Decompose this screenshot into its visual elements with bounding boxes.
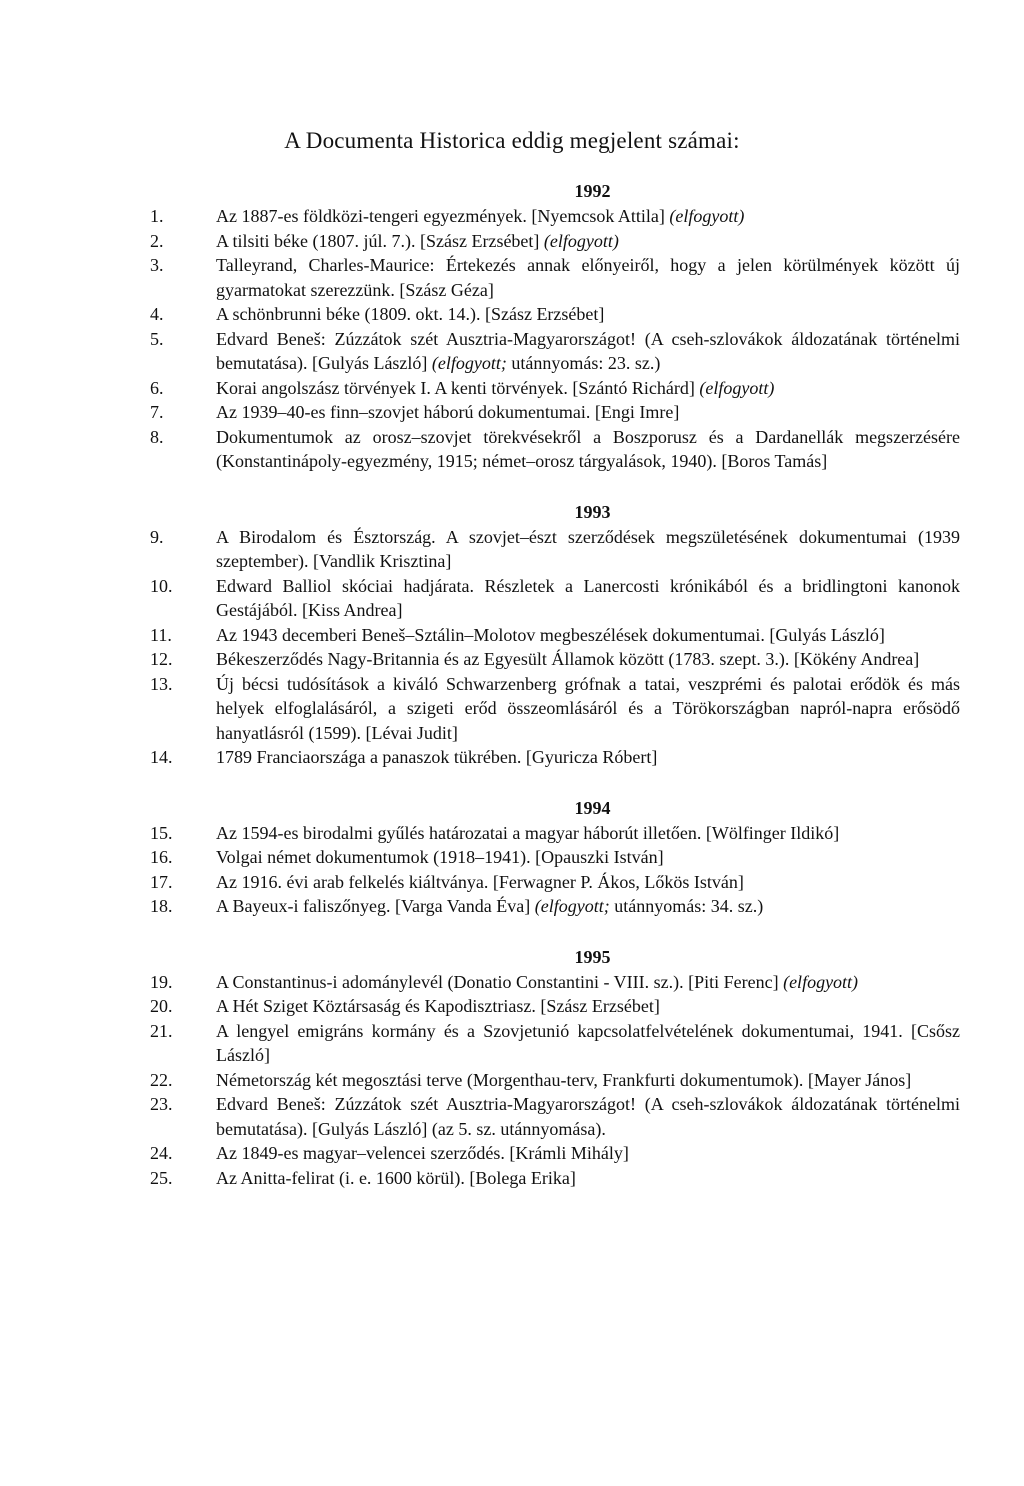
- item-title: Az 1943 decemberi Beneš–Sztálin–Molotov megbeszélések dokumentumai. [Gulyás László]: [216, 624, 885, 645]
- item-number: 23.: [150, 1094, 173, 1114]
- list-item: [150, 994, 960, 1019]
- availability-note: (elfogyott;: [431, 353, 507, 373]
- item-title: A schönbrunni béke (1809. okt. 14.). [Szász Erzsébet]: [216, 304, 605, 324]
- availability-note: (elfogyott): [783, 971, 859, 992]
- item-number: 20.: [150, 996, 173, 1016]
- item-number: 24.: [150, 1143, 173, 1163]
- list-item: [150, 970, 960, 995]
- item-title: A tilsiti béke (1807. júl. 7.). [Szász Erzsébet]: [216, 230, 540, 251]
- item-number: 12.: [150, 649, 173, 669]
- availability-note: (elfogyott): [543, 230, 619, 251]
- item-title: Korai angolszász törvények I. A kenti törvények. [Szántó Richárd]: [216, 377, 695, 398]
- item-number: 25.: [150, 1167, 173, 1188]
- item-number: 4.: [150, 304, 164, 324]
- list-item: [150, 1068, 960, 1093]
- item-number: 8.: [150, 426, 164, 447]
- item-number: 6.: [150, 377, 164, 398]
- item-text: [216, 870, 960, 895]
- list-item: [150, 1092, 960, 1141]
- item-title: Az 1939–40-es finn–szovjet háború dokumentumai. [Engi Imre]: [216, 402, 680, 422]
- list-item: [150, 672, 960, 746]
- list-item: [150, 376, 960, 401]
- item-title: Az 1916. évi arab felkelés kiáltványa. [Ferwagner P. Ákos, Lőkös István]: [216, 871, 744, 892]
- year-heading: 1994: [574, 797, 611, 818]
- list-item: [150, 1019, 960, 1068]
- item-number: 3.: [150, 255, 164, 275]
- item-text: [216, 376, 960, 401]
- item-number: 9.: [150, 526, 164, 547]
- item-number: 5.: [150, 328, 164, 349]
- list-item: [150, 204, 960, 229]
- availability-note: (elfogyott): [699, 377, 775, 398]
- item-number: 16.: [150, 847, 173, 867]
- list-item: [150, 574, 960, 623]
- item-title: Volgai német dokumentumok (1918–1941). [Opauszki István]: [216, 847, 664, 867]
- item-title: Új bécsi tudósítások a kiváló Schwarzenberg grófnak a tatai, veszprémi és palotai erődök és más helyek elfoglalásáról, a szigeti erőd összeomlásáról és a Törökországban napról-napra erősödő hanyatlásról (1599). [Lévai Judit]: [216, 673, 960, 743]
- item-title: Edward Balliol skóciai hadjárata. Részletek a Lanercosti krónikából és a bridlingtoni kanonok Gestájából. [Kiss Andrea]: [216, 575, 960, 620]
- item-title: Edvard Beneš: Zúzzátok szét Ausztria-Magyarországot! (A cseh-szlovákok áldozatának történelmi bemutatása). [Gulyás László] (az 5. sz. utánnyomása).: [216, 1094, 960, 1139]
- item-text: [216, 1141, 960, 1166]
- item-text: [216, 425, 960, 474]
- availability-note: (elfogyott): [669, 206, 745, 226]
- item-text: [216, 672, 960, 746]
- item-number: 22.: [150, 1069, 173, 1090]
- item-title: Az 1594-es birodalmi gyűlés határozatai a magyar háborút illetően. [Wölfinger Ildikó]: [216, 822, 840, 843]
- reprint-note: utánnyomás: 23. sz.): [511, 353, 661, 373]
- item-number: 14.: [150, 747, 173, 767]
- list-item: [150, 894, 960, 919]
- list-item: [150, 745, 960, 770]
- item-text: [216, 623, 960, 648]
- item-text: [216, 647, 960, 672]
- item-title: A Birodalom és Észtország. A szovjet–észt szerződések megszületésének dokumentumai (1939 szeptember). [Vandlik Krisztina]: [216, 526, 960, 571]
- item-title: A Constantinus-i adománylevél (Donatio Constantini - VIII. sz.). [Piti Ferenc]: [216, 971, 779, 992]
- year-heading: 1995: [574, 946, 611, 967]
- item-text: [216, 994, 960, 1019]
- list-item: [150, 302, 960, 327]
- item-text: [216, 821, 960, 846]
- item-text: [216, 574, 960, 623]
- item-number: 13.: [150, 673, 173, 694]
- item-text: [216, 845, 960, 870]
- item-title: Békeszerződés Nagy-Britannia és az Egyesült Államok között (1783. szept. 3.). [Kökény Andrea]: [216, 649, 920, 669]
- item-text: [216, 302, 960, 327]
- list-item: [150, 425, 960, 474]
- list-item: [150, 647, 960, 672]
- list-item: [150, 525, 960, 574]
- item-text: [216, 229, 960, 254]
- item-text: [216, 894, 960, 919]
- list-item: [150, 870, 960, 895]
- year-heading: 1992: [574, 181, 611, 201]
- page-title: A Documenta Historica eddig megjelent számai:: [284, 128, 740, 153]
- list-item: [150, 253, 960, 302]
- item-number: 15.: [150, 822, 173, 843]
- item-text: [216, 1092, 960, 1141]
- publication-list: [150, 178, 960, 1190]
- list-item: [150, 845, 960, 870]
- item-number: 19.: [150, 971, 173, 992]
- item-title: Az Anitta-felirat (i. e. 1600 körül). [Bolega Erika]: [216, 1167, 576, 1188]
- year-heading: 1993: [574, 501, 611, 522]
- list-item: [150, 400, 960, 425]
- item-text: [216, 204, 960, 229]
- item-title: Az 1849-es magyar–velencei szerződés. [Krámli Mihály]: [216, 1143, 629, 1163]
- item-text: [216, 253, 960, 302]
- list-item: [150, 1166, 960, 1191]
- item-text: [216, 400, 960, 425]
- item-text: [216, 1068, 960, 1093]
- item-text: [216, 745, 960, 770]
- list-item: [150, 1141, 960, 1166]
- item-number: 10.: [150, 575, 173, 596]
- item-title: A Bayeux-i faliszőnyeg. [Varga Vanda Éva]: [216, 896, 531, 916]
- item-number: 17.: [150, 871, 173, 892]
- availability-note: (elfogyott;: [534, 896, 610, 916]
- item-title: Talleyrand, Charles-Maurice: Értekezés annak előnyeiről, hogy a jelen körülmények között új gyarmatokat szerezzünk. [Szász Géza]: [216, 255, 960, 300]
- item-title: 1789 Franciaországa a panaszok tükrében. [Gyuricza Róbert]: [216, 747, 658, 767]
- reprint-note: utánnyomás: 34. sz.): [614, 896, 764, 916]
- item-text: [216, 1019, 960, 1068]
- item-number: 7.: [150, 402, 164, 422]
- item-text: [216, 970, 960, 995]
- item-title: A Hét Sziget Köztársaság és Kapodisztriasz. [Szász Erzsébet]: [216, 996, 660, 1016]
- item-title: Az 1887-es földközi-tengeri egyezmények. [Nyemcsok Attila]: [216, 206, 665, 226]
- item-number: 1.: [150, 206, 164, 226]
- list-item: [150, 229, 960, 254]
- item-title: Németország két megosztási terve (Morgenthau-terv, Frankfurti dokumentumok). [Mayer János]: [216, 1069, 912, 1090]
- item-title: Dokumentumok az orosz–szovjet törekvésekről a Boszporusz és a Dardanellák megszerzésére (Konstantinápoly-egyezmény, 1915; német–orosz tárgyalások, 1940). [Boros Tamás]: [216, 426, 960, 471]
- item-number: 18.: [150, 896, 173, 916]
- item-title: A lengyel emigráns kormány és a Szovjetunió kapcsolatfelvételének dokumentumai, 1941. [Csősz László]: [216, 1020, 960, 1065]
- item-text: [216, 327, 960, 376]
- item-number: 21.: [150, 1020, 173, 1041]
- list-item: [150, 623, 960, 648]
- item-text: [216, 525, 960, 574]
- list-item: [150, 821, 960, 846]
- item-number: 2.: [150, 230, 164, 251]
- item-title: Edvard Beneš: Zúzzátok szét Ausztria-Magyarországot! (A cseh-szlovákok áldozatának történelmi bemutatása). [Gulyás László]: [216, 328, 960, 373]
- list-item: [150, 327, 960, 376]
- item-number: 11.: [150, 624, 172, 645]
- item-text: [216, 1166, 960, 1191]
